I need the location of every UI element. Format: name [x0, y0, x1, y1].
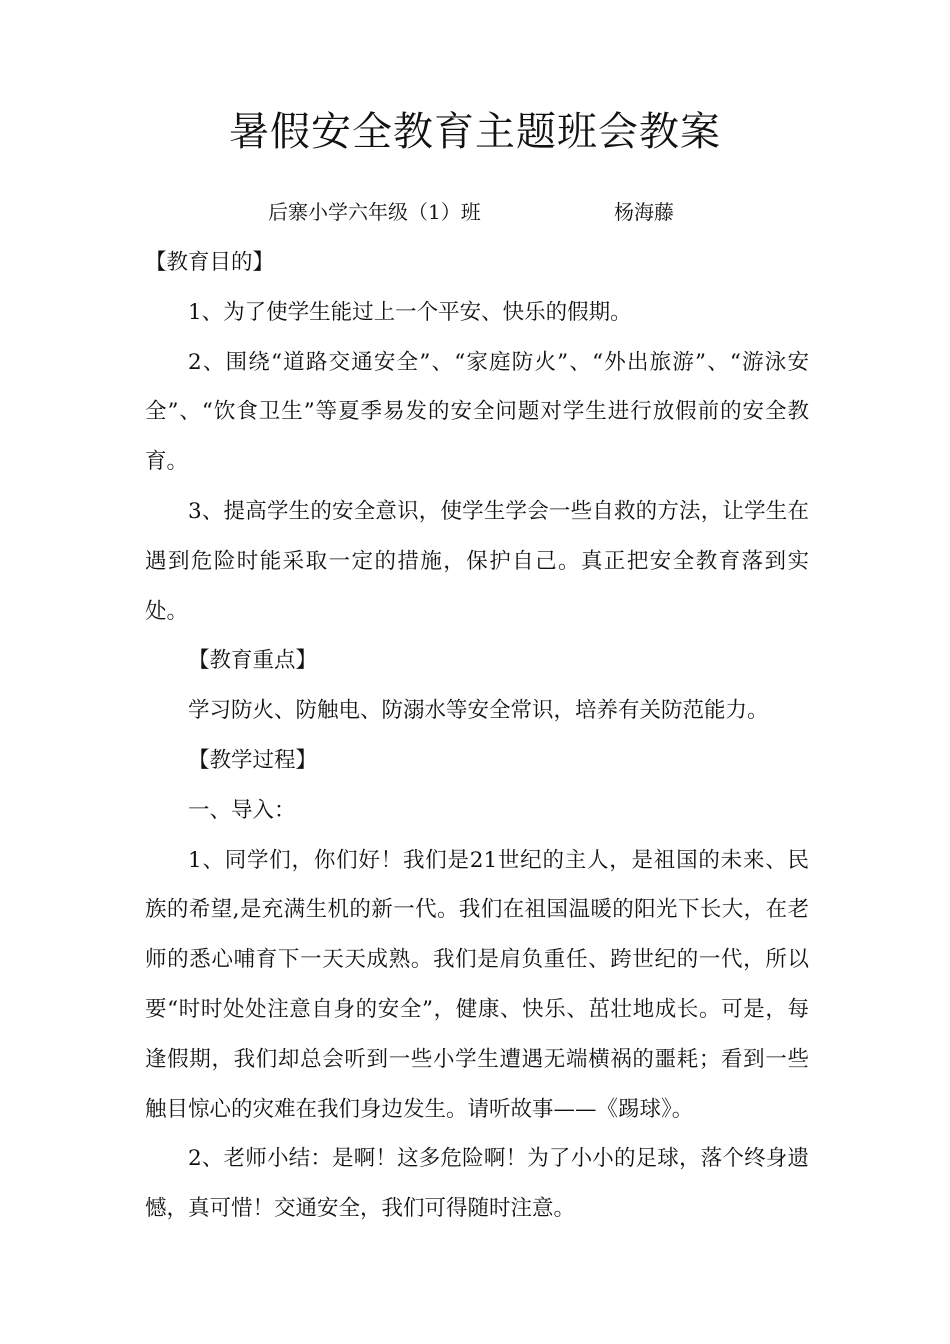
document-body — [145, 238, 809, 1234]
focus-text: 学习防火、防触电、防溺水等安全常识，培养有关防范能力。 — [188, 698, 769, 724]
document-title: 暑假安全教育主题班会教案 — [229, 109, 721, 155]
goal-item-3: 3、提高学生的安全意识，使学生学会一些自救的方法，让学生在遇到危险时能采取一定的措施，保护自己。真正把安全教育落到实处。 — [145, 498, 809, 624]
intro-heading: 一、导入： — [188, 797, 296, 823]
author-name: 杨海藤 — [614, 200, 674, 224]
intro-paragraph-2: 2、老师小结：是啊！这多危险啊！为了小小的足球，落个终身遗憾，真可惜！交通安全，我们可得随时注意。 — [145, 1146, 809, 1222]
byline — [0, 197, 950, 227]
goal-heading: 【教育目的】 — [145, 250, 275, 275]
process-heading: 【教学过程】 — [188, 747, 318, 773]
goal-item-1: 1、为了使学生能过上一个平安、快乐的假期。 — [188, 299, 632, 325]
focus-heading: 【教育重点】 — [188, 648, 318, 674]
goal-item-2: 2、围绕“道路交通安全”、“家庭防火”、“外出旅游”、“游泳安全”、“饮食卫生”等夏季易发的安全问题对学生进行放假前的安全教育。 — [145, 349, 809, 475]
school-class: 后寨小学六年级（1）班 — [268, 200, 481, 224]
intro-paragraph-1: 1、同学们，你们好！我们是21世纪的主人，是祖国的未来、民族的希望,是充满生机的新一代。我们在祖国温暖的阳光下长大，在老师的悉心哺育下一天天成熟。我们是肩负重任、跨世纪的一代，所以要“时时处处注意自身的安全”，健康、快乐、茁壮地成长。可是，每逢假期，我们却总会听到一些小学生遭遇无端横祸的噩耗；看到一些触目惊心的灾难在我们身边发生。请听故事——《踢球》。 — [145, 847, 809, 1122]
